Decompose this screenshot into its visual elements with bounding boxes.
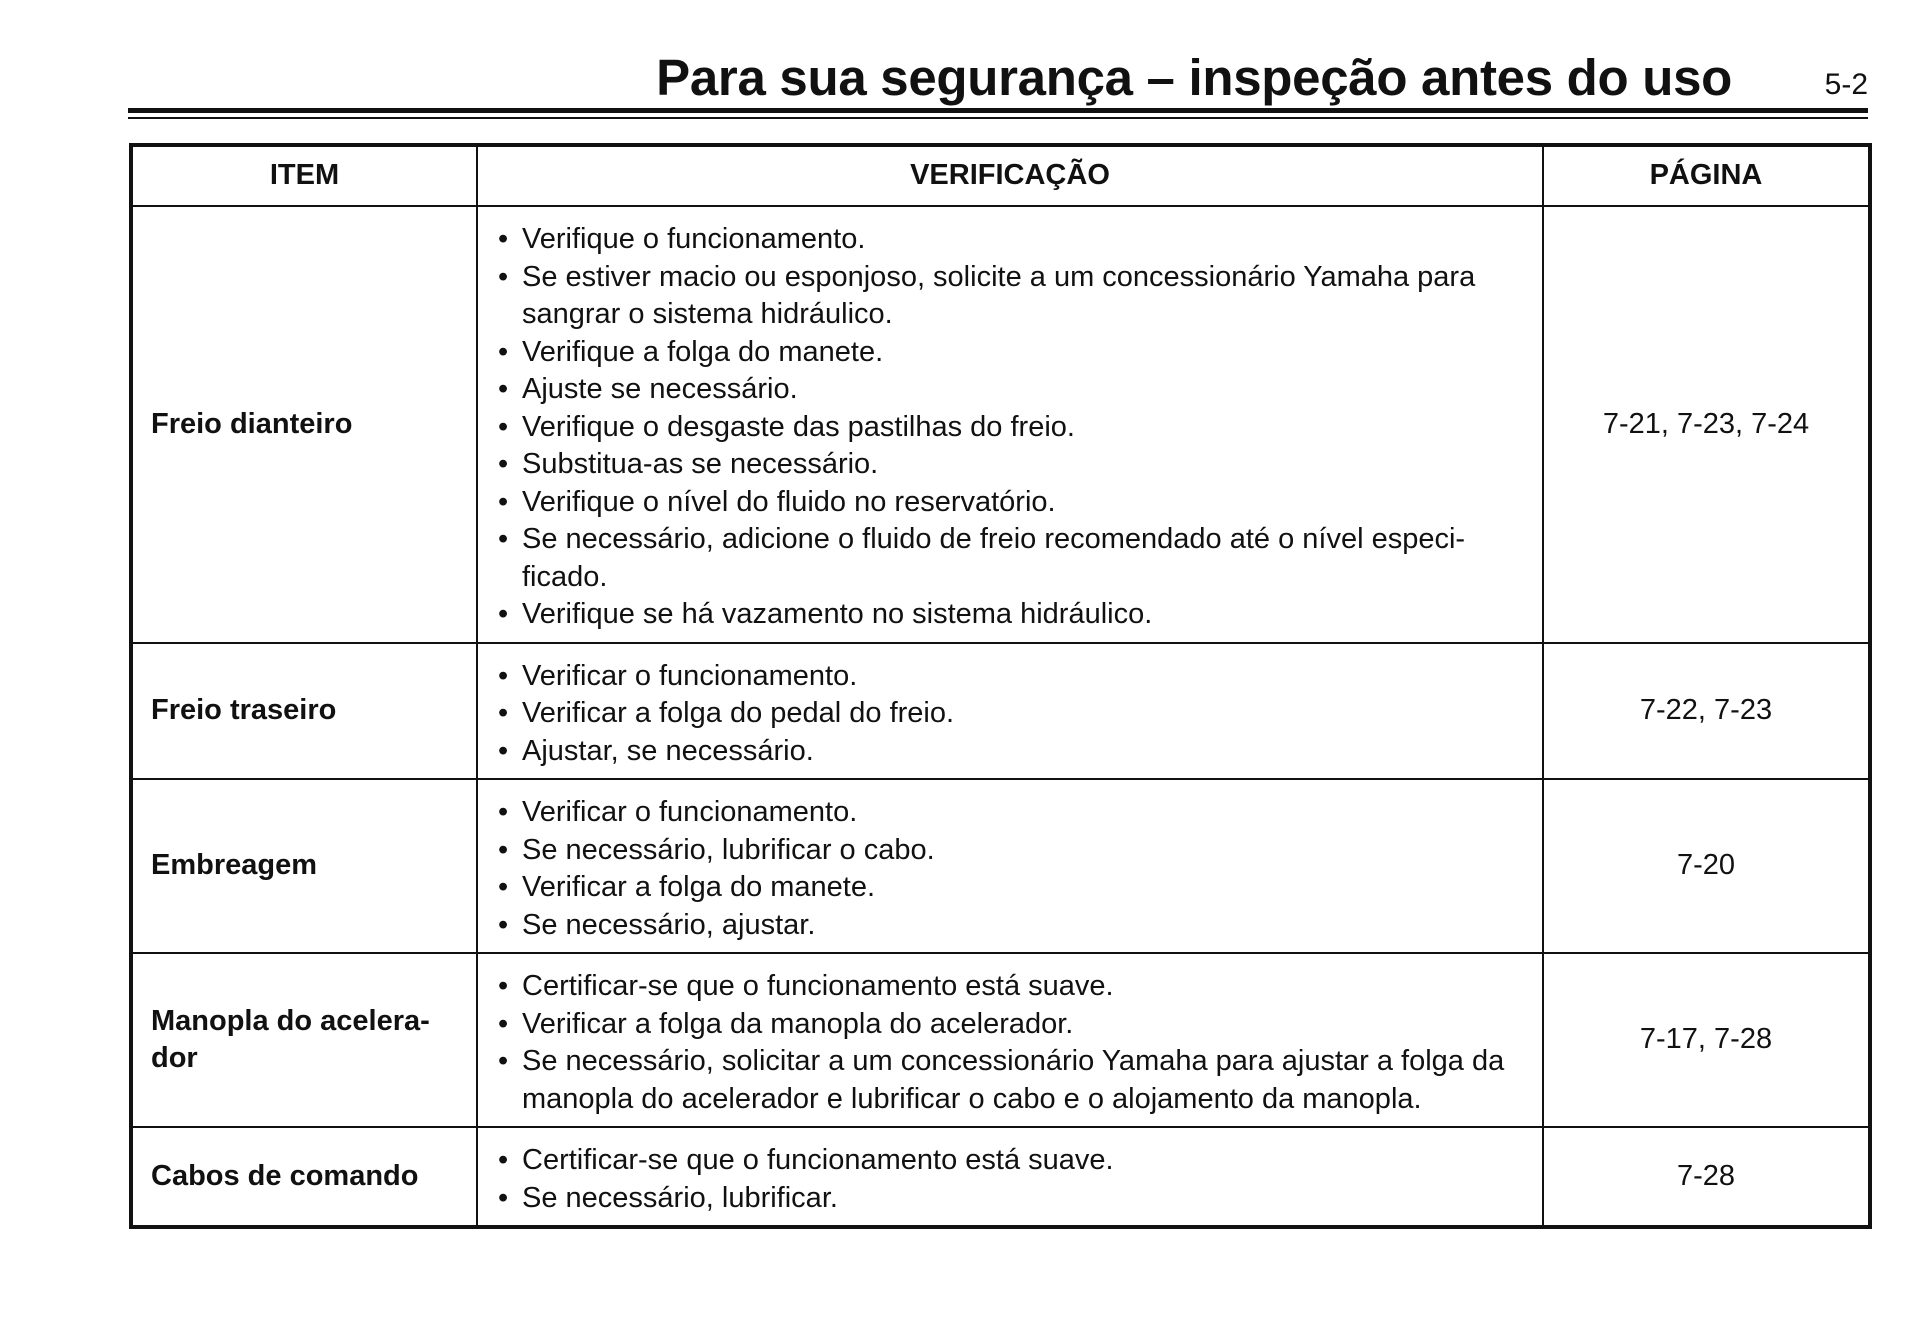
header-rule-thin xyxy=(128,117,1868,119)
table-row-throttle-grip xyxy=(131,953,1870,1127)
inspection-table xyxy=(129,143,1872,1229)
list-item: • Verifique o desgaste das pastilhas do freio. xyxy=(496,409,1524,447)
list-item: • Substitua-as se necessário. xyxy=(496,446,1524,484)
verification-cell xyxy=(477,779,1543,953)
list-item: • Verifique o nível do fluido no reservatório. xyxy=(496,484,1524,522)
table-row-front-brake xyxy=(131,206,1870,643)
column-header-item: ITEM xyxy=(131,145,477,206)
table-row-control-cables xyxy=(131,1127,1870,1227)
page-number: 5-2 xyxy=(1824,68,1868,101)
verification-list xyxy=(496,1142,1524,1217)
table-row-clutch xyxy=(131,779,1870,953)
header-rule-thick xyxy=(128,108,1868,113)
item-cell: Manopla do acelera-dor xyxy=(131,953,477,1127)
list-item: • Verifique o funcionamento. xyxy=(496,221,1524,259)
verification-list xyxy=(496,221,1524,634)
item-cell: Cabos de comando xyxy=(131,1127,477,1227)
list-item: • Se necessário, lubrificar. xyxy=(496,1180,1524,1218)
list-item: • Verificar a folga da manopla do acelerador. xyxy=(496,1006,1524,1044)
list-item: • Verificar a folga do manete. xyxy=(496,869,1524,907)
list-item: • Certificar-se que o funcionamento está suave. xyxy=(496,968,1524,1006)
verification-list xyxy=(496,658,1524,771)
list-item: • Se estiver macio ou esponjoso, solicite a um concessionário Yamaha para sangrar o sistema hidráulico. xyxy=(496,259,1524,334)
item-cell: Freio dianteiro xyxy=(131,206,477,643)
verification-list xyxy=(496,794,1524,944)
list-item: • Certificar-se que o funcionamento está suave. xyxy=(496,1142,1524,1180)
list-item: • Verificar o funcionamento. xyxy=(496,794,1524,832)
list-item: • Verifique a folga do manete. xyxy=(496,334,1524,372)
list-item: • Se necessário, lubrificar o cabo. xyxy=(496,832,1524,870)
verification-cell xyxy=(477,953,1543,1127)
inspection-table-container xyxy=(129,143,1868,1229)
list-item: • Verificar a folga do pedal do freio. xyxy=(496,695,1524,733)
item-cell: Embreagem xyxy=(131,779,477,953)
list-item: • Ajustar, se necessário. xyxy=(496,733,1524,771)
page-ref-cell: 7-22, 7-23 xyxy=(1543,643,1870,780)
page-ref-cell: 7-21, 7-23, 7-24 xyxy=(1543,206,1870,643)
table-row-rear-brake xyxy=(131,643,1870,780)
list-item: • Verificar o funcionamento. xyxy=(496,658,1524,696)
item-cell: Freio traseiro xyxy=(131,643,477,780)
list-item: • Ajuste se necessário. xyxy=(496,371,1524,409)
column-header-page: PÁGINA xyxy=(1543,145,1870,206)
page-ref-cell: 7-20 xyxy=(1543,779,1870,953)
page-header xyxy=(128,44,1868,124)
page-ref-cell: 7-28 xyxy=(1543,1127,1870,1227)
list-item: • Se necessário, adicione o fluido de freio recomendado até o nível especi-ficado. xyxy=(496,521,1524,596)
table-header-row xyxy=(131,145,1870,206)
page-title: Para sua segurança – inspeção antes do uso xyxy=(656,49,1732,106)
list-item: • Se necessário, ajustar. xyxy=(496,907,1524,945)
page-ref-cell: 7-17, 7-28 xyxy=(1543,953,1870,1127)
list-item: • Se necessário, solicitar a um concessionário Yamaha para ajustar a folga da manopla do acelerador e lubrificar o cabo e o alojamento da manopla. xyxy=(496,1043,1524,1118)
list-item: • Verifique se há vazamento no sistema hidráulico. xyxy=(496,596,1524,634)
verification-list xyxy=(496,968,1524,1118)
verification-cell xyxy=(477,206,1543,643)
verification-cell xyxy=(477,1127,1543,1227)
column-header-verification: VERIFICAÇÃO xyxy=(477,145,1543,206)
verification-cell xyxy=(477,643,1543,780)
